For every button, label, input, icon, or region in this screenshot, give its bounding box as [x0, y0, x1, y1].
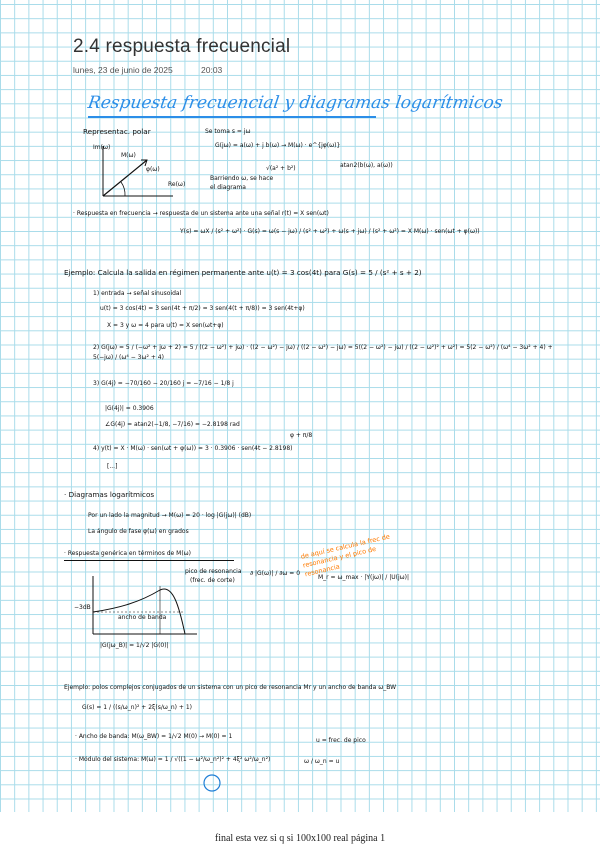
ex2-bw: · Ancho de banda: M(ω_BW) = 1/√2 M(0) → M(0) = 1: [75, 733, 233, 740]
generic-bw: ancho de banda: [118, 614, 167, 621]
polar-label: Representac. polar: [83, 127, 151, 136]
rb-line3: √(a² + b²): [266, 165, 296, 172]
ex1-ellipsis: [...]: [107, 463, 118, 470]
bode-line1: Por un lado la magnitud → M(ω) = 20 · log |G(jω)| (dB): [88, 512, 252, 519]
generic-cond: |G(jω_B)| = 1/√2 |G(0)|: [100, 642, 169, 649]
ex1-mag: |G(4j)| = 0.3906: [105, 405, 154, 412]
generic-minus3db: −3dB: [74, 604, 91, 611]
polar-re-label: Re(ω): [168, 181, 186, 188]
ex2-g: G(s) = 1 / ((s/ω_n)² + 2ξ(s/ω_n) + 1): [82, 704, 193, 711]
bode-line2: La ángulo de fase φ(ω) en grados: [88, 528, 189, 535]
section-heading: Respuesta frecuencial y diagramas logarítmicos: [86, 93, 504, 113]
ex2-mod: · Módulo del sistema: M(ω) = 1 / √((1 − ω²/ω_n²)² + 4ξ² ω²/ω_n²): [75, 756, 271, 763]
ex1-step2: 2) G(jω) = 5 / (−ω² + jω + 2) = 5 / ((2 − ω²) + jω) · ((2 − ω²) − jω) / ((2 − ω²) − jω) = 5((2 − ω²) − jω) / ((2 − ω²)² + ω²) = 5(2 − ω²) / (ω⁴ − 3ω² + 4) + 5(−jω) / (ω⁴ − 3ω² + 4): [93, 344, 553, 361]
ex1-angle: ∠G(4j) = atan2(−1/8, −7/16) = −2.8198 rad: [105, 421, 240, 428]
polar-mag-label: M(ω): [121, 152, 136, 159]
page-date: lunes, 23 de junio de 2025: [73, 65, 173, 75]
rb-line4: atan2(b(ω), a(ω)): [340, 162, 393, 169]
bode-title: · Diagramas logarítmicos: [64, 490, 155, 499]
polar-im-label: Im(ω): [93, 144, 111, 151]
heading-underline: [88, 116, 376, 118]
ex1-title: Ejemplo: Calcula la salida en régimen permanente ante u(t) = 3 cos(4t) para G(s) = 5 / (s² + s + 2): [64, 268, 422, 277]
generic-mr: M_r = ω_max · |Y(jω)| / |U(jω)|: [318, 574, 410, 581]
rb-line2: G(jω) = a(ω) + j b(ω) → M(ω) · e^{jφ(ω)}: [215, 142, 341, 149]
generic-annotation: de aquí se calcula la frec de resonancia y el pico de resonancia: [300, 532, 391, 579]
ex1-phi: φ + π/8: [290, 432, 313, 439]
fr-line2: Y(s) = ωX / (s² + ω²) · G(s) = ω(s − jω) / (s² + ω²) + ω(s + jω) / (s² + ω²) = X M(ω) · sen(ωt + φ(ω)): [180, 228, 480, 235]
polar-phase-label: φ(ω): [146, 166, 160, 173]
fr-line1: · Respuesta en frecuencia → respuesta de un sistema ante una señal r(t) = X sen(ωt): [73, 210, 329, 217]
rb-line5: Barriendo ω, se hace: [210, 175, 274, 182]
blue-circle-mark: [200, 772, 224, 794]
rb-line1: Se toma s = jω: [205, 128, 251, 135]
ex1-step3: 3) G(4j) = −70/160 − 20/160 j = −7/16 − 1/8 j: [93, 380, 234, 387]
page-title: 2.4 respuesta frecuencial: [73, 36, 291, 57]
ex1-step1: 1) entrada → señal sinusoidal: [93, 290, 182, 297]
resonance-plot: [85, 576, 200, 636]
ex1-step1c: X = 3 y ω = 4 para u(t) = X sen(ωt+φ): [107, 322, 224, 329]
rb-line6: el diagrama: [210, 184, 246, 191]
page-footer: final esta vez si q si 100x100 real página 1: [214, 833, 386, 844]
generic-deriv: ∂ |G(ω)| / ∂ω = 0: [250, 570, 301, 577]
ex1-step1b: u(t) = 3 cos(4t) = 3 sen(4t + π/2) = 3 sen(4(t + π/8)) = 3 sen(4t+φ): [100, 305, 305, 312]
generic-title: · Respuesta genérica en términos de M(ω): [64, 550, 192, 557]
ex2-title: Ejemplo: polos complejos conjugados de un sistema con un pico de resonancia Mr y un ancho de banda ω_BW: [64, 684, 397, 691]
generic-title-underline: [64, 560, 234, 561]
polar-diagram: [95, 146, 175, 201]
ex1-step4: 4) y(t) = X · M(ω) · sen(ωt + φ(ω)) = 3 · 0.3906 · sen(4t − 2.8198): [93, 445, 293, 452]
generic-peak: pico de resonancia: [185, 568, 242, 575]
generic-cut: (frec. de corte): [190, 577, 235, 584]
ex2-u: u = frec. de pico: [316, 737, 366, 744]
page-time: 20:03: [201, 65, 223, 75]
ex2-u2: ω / ω_n = u: [304, 758, 340, 765]
